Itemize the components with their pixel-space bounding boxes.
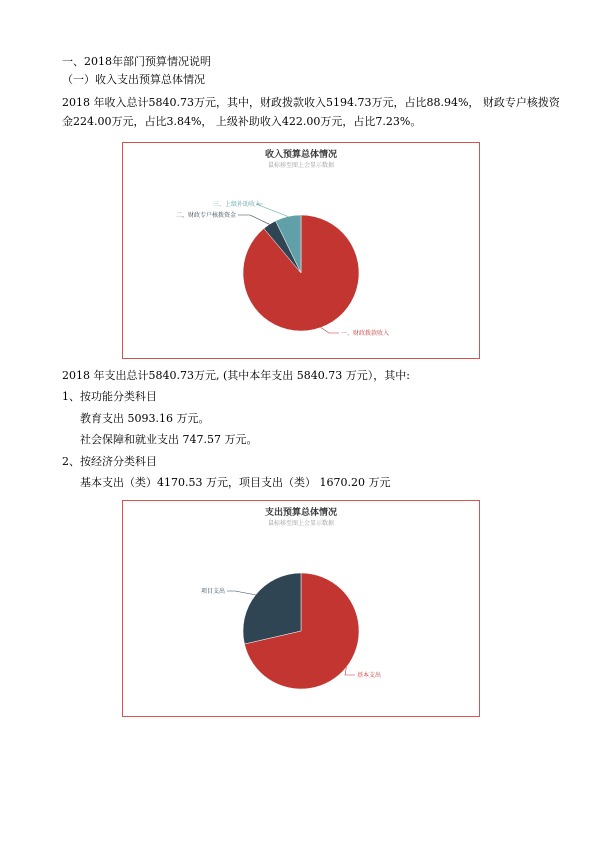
pie-label-line-2	[238, 215, 269, 224]
expense-paragraph: 2018 年支出总计5840.73万元, (其中本年支出 5840.73 万元），其中:	[62, 369, 410, 382]
pie-label-line-1	[321, 328, 339, 333]
pie-label-2: 二、财政专户核拨资金	[175, 212, 236, 219]
pie-label-line-1	[345, 667, 355, 675]
social-security-expense: 社会保障和就业支出 747.57 万元。	[80, 433, 258, 446]
expense-chart-title: 支出预算总体情况	[264, 508, 337, 518]
pie-label-line-2	[227, 591, 256, 595]
education-expense: 教育支出 5093.16 万元。	[80, 412, 210, 425]
basic-project-expense: 基本支出（类）4170.53 万元，项目支出（类） 1670.20 万元	[80, 476, 391, 489]
income-paragraph-line2: 金224.00万元，占比3.84%， 上级补助收入422.00万元，占比7.23%。	[62, 115, 422, 128]
subsection-heading: （一）收入支出预算总体情况	[62, 73, 205, 86]
functional-classification-heading: 1、按功能分类科目	[62, 390, 157, 403]
income-chart-subtitle: 鼠标移至图上会显示数据	[267, 162, 334, 169]
pie-label-2: 项目支出	[200, 588, 225, 595]
pie-label-1: 基本支出	[357, 672, 382, 679]
income-pie-chart	[123, 143, 479, 358]
section-heading: 一、2018年部门预算情况说明	[62, 55, 211, 68]
income-paragraph-line1: 2018 年收入总计5840.73万元，其中，财政拨款收入5194.73万元，占比88.94%， 财政专户核拨资	[62, 96, 560, 109]
income-chart-panel	[122, 142, 480, 359]
expense-chart-panel	[122, 500, 480, 717]
income-chart-title: 收入预算总体情况	[264, 150, 337, 160]
pie-label-1: 一、财政拨款收入	[341, 330, 390, 337]
pie-label-3: 三、上级补助收入	[212, 201, 261, 208]
economic-classification-heading: 2、按经济分类科目	[62, 455, 157, 468]
expense-pie-chart	[123, 501, 479, 716]
expense-chart-subtitle: 鼠标移至图上会显示数据	[267, 520, 334, 527]
